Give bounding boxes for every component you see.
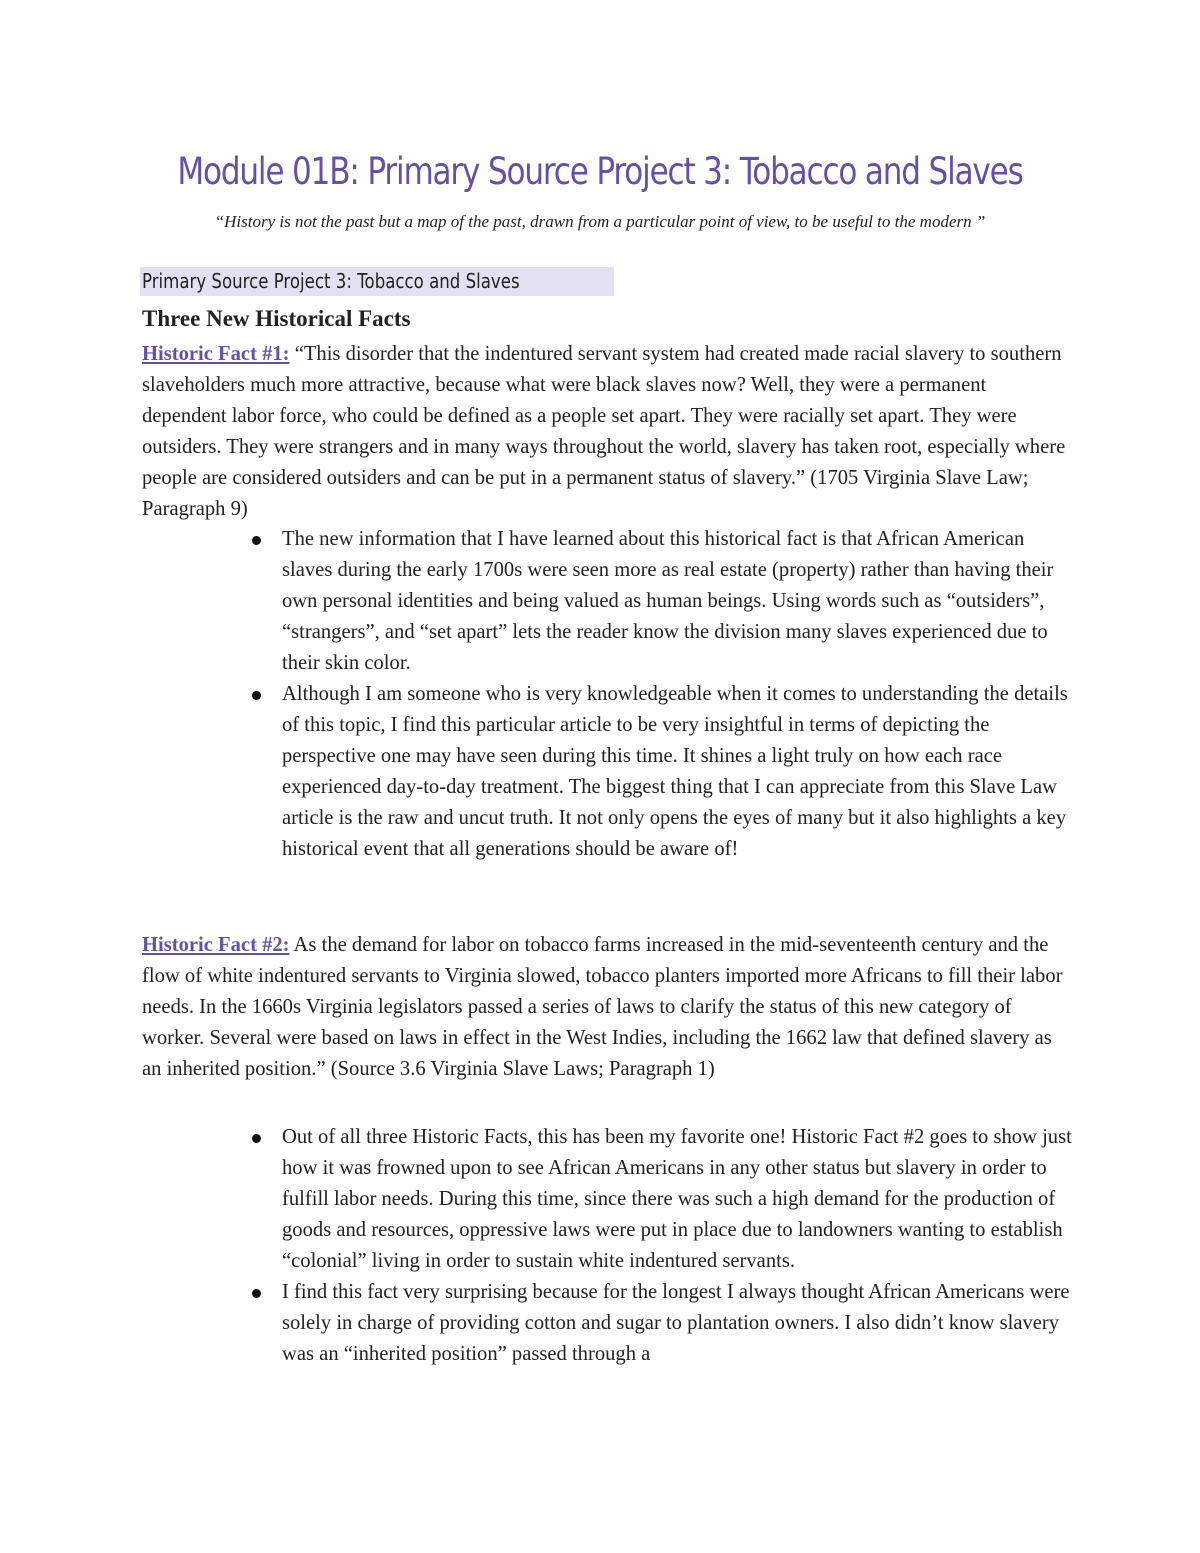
document-title: Module 01B: Primary Source Project 3: Tobacco and Slaves (177, 150, 1023, 193)
epigraph-quote: “History is not the past but a map of the past, drawn from a particular point of view, to be useful to the modern ” (214, 212, 986, 231)
section-heading-text: Primary Source Project 3: Tobacco and Slaves (142, 269, 520, 293)
historic-fact-2-label[interactable]: Historic Fact #2: (142, 934, 290, 956)
bullet-text: The new information that I have learned about this historical fact is that African American slaves during the early 1700s were seen more as real estate (property) rather than having their own personal identities and being valued as human beings. Using words such as “outsiders”, “strangers”, and “set apart” lets the reader know the division many slaves experienced due to their skin color. (282, 528, 1054, 674)
bullet-text: Although I am someone who is very knowledgeable when it comes to understanding the details of this topic, I find this particular article to be very insightful in terms of depicting the perspective one may have seen during this time. It shines a light truly on how each race experienced day-to-day treatment. The biggest thing that I can appreciate from this Slave Law article is the raw and uncut truth. It not only opens the eyes of many but it also highlights a key historical event that all generations should be aware of! (282, 683, 1068, 860)
historic-fact-1-bullets (282, 524, 1072, 865)
facts-subheading: Three New Historical Facts (142, 306, 411, 331)
bullet-text: I find this fact very surprising because for the longest I always thought African Americans were solely in charge of providing cotton and sugar to plantation owners. I also didn’t know slavery was an “inherited position” passed through a (282, 1281, 1070, 1365)
bullet-item (282, 679, 1072, 865)
bullet-item (282, 1122, 1072, 1277)
historic-fact-1-text: “This disorder that the indentured servant system had created made racial slavery to southern slaveholders much more attractive, because what were black slaves now? Well, they were a permanent dependent labor force, who could be defined as a people set apart. They were racially set apart. They were outsiders. They were strangers and in many ways throughout the world, slavery has taken root, especially where people are considered outsiders and can be put in a permanent status of slavery.” (1705 Virginia Slave Law; Paragraph 9) (142, 343, 1066, 520)
historic-fact-2-bullets (282, 1122, 1072, 1370)
bullet-item (282, 1277, 1072, 1370)
bullet-text: Out of all three Historic Facts, this has been my favorite one! Historic Fact #2 goes to show just how it was frowned upon to see African Americans in any other status but slavery in order to fulfill labor needs. During this time, since there was such a high demand for the production of goods and resources, oppressive laws were put in place due to landowners wanting to establish “colonial” living in order to sustain white indentured servants. (282, 1126, 1072, 1272)
bullet-icon (252, 536, 261, 545)
bullet-icon (252, 691, 261, 700)
bullet-icon (252, 1134, 261, 1143)
historic-fact-2-text: As the demand for labor on tobacco farms increased in the mid-seventeenth century and the flow of white indentured servants to Virginia slowed, tobacco planters imported more Africans to fill their labor needs. In the 1660s Virginia legislators passed a series of laws to clarify the status of this new category of worker. Several were based on laws in effect in the West Indies, including the 1662 law that defined slavery as an inherited position.” (Source 3.6 Virginia Slave Laws; Paragraph 1) (142, 934, 1063, 1080)
historic-fact-2 (142, 930, 1072, 1085)
bullet-item (282, 524, 1072, 679)
section-heading (140, 267, 614, 296)
historic-fact-1 (142, 339, 1072, 525)
historic-fact-1-label[interactable]: Historic Fact #1: (142, 343, 290, 365)
bullet-icon (252, 1289, 261, 1298)
